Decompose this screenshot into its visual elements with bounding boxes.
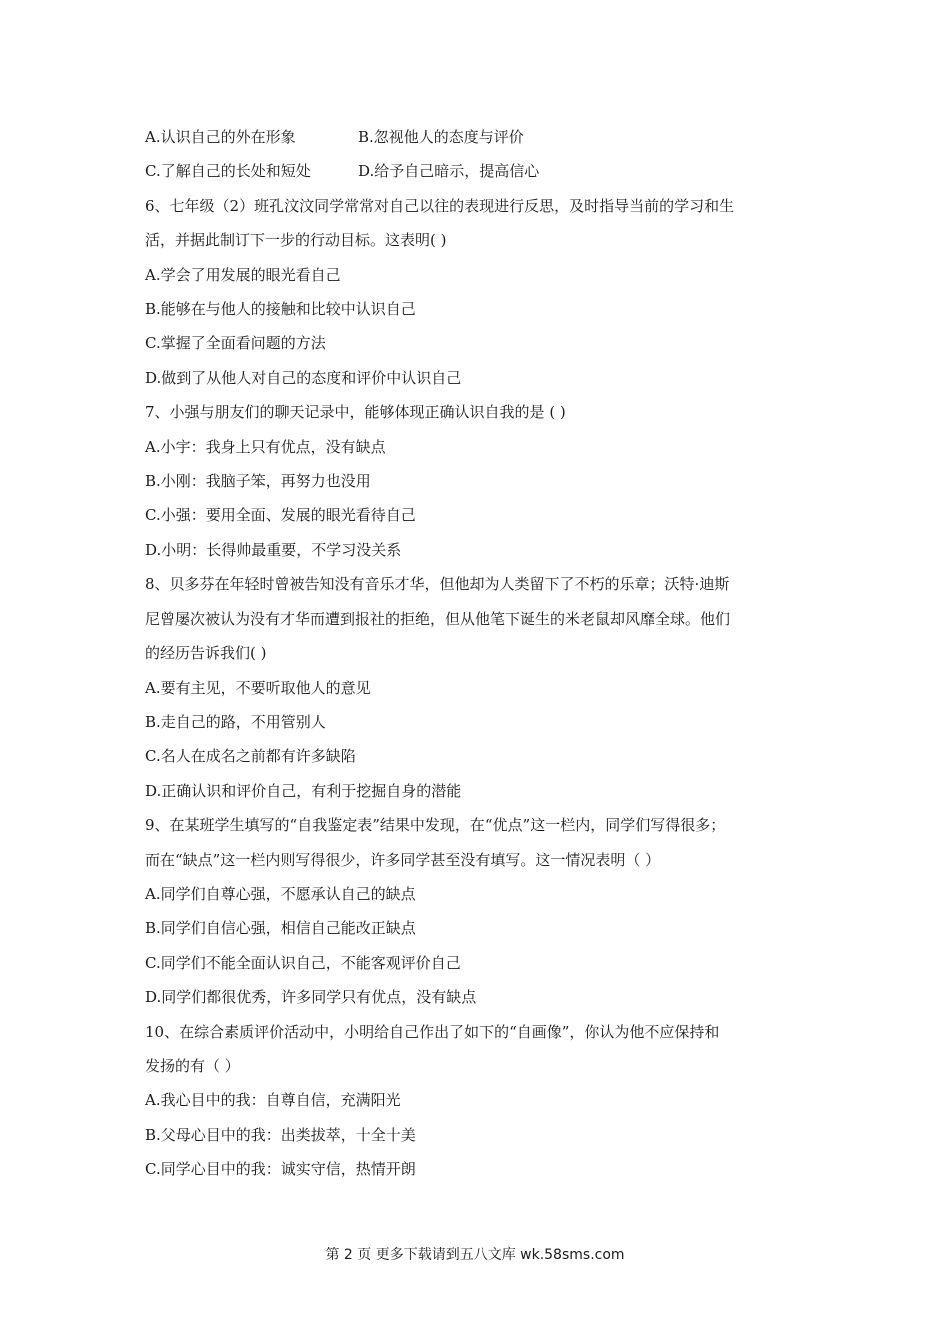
option-d: D.正确认识和评价自己，有利于挖掘自身的潜能 <box>145 781 462 800</box>
page-footer: 第 2 页 更多下载请到五八文库 wk.58sms.com <box>325 1247 625 1263</box>
option-a: A.要有主见，不要听取他人的意见 <box>145 678 371 697</box>
option-d: D.给予自己暗示，提高信心 <box>358 162 540 181</box>
option-b: B.小刚：我脑子笨，再努力也没用 <box>145 472 371 491</box>
option-row <box>145 154 825 188</box>
question-6 <box>145 189 825 395</box>
option-a: A.学会了用发展的眼光看自己 <box>145 265 341 284</box>
question-9 <box>145 808 825 1014</box>
question-10 <box>145 1015 825 1187</box>
option-c: C.同学们不能全面认识自己，不能客观评价自己 <box>145 953 461 972</box>
option-c: C.小强：要用全面、发展的眼光看待自己 <box>145 506 416 525</box>
option-c: C.同学心目中的我：诚实守信，热情开朗 <box>145 1160 416 1179</box>
question-7 <box>145 395 825 567</box>
option-a: A.小宇：我身上只有优点，没有缺点 <box>145 437 386 456</box>
option-b: B.同学们自信心强，相信自己能改正缺点 <box>145 919 416 938</box>
question-5-options <box>145 120 825 189</box>
option-a: A.同学们自尊心强，不愿承认自己的缺点 <box>145 884 416 903</box>
question-stem-continued: 发扬的有（ ） <box>145 1056 240 1075</box>
question-stem: 8、贝多芬在年轻时曾被告知没有音乐才华，但他却为人类留下了不朽的乐章；沃特·迪斯 <box>145 575 730 594</box>
option-b: B.走自己的路，不用管别人 <box>145 712 326 731</box>
option-c: C.掌握了全面看问题的方法 <box>145 334 326 353</box>
question-8 <box>145 567 825 808</box>
question-stem-continued: 而在“缺点”这一栏内则写得很少，许多同学甚至没有填写。这一情况表明（ ） <box>145 850 661 869</box>
question-stem-continued: 活，并据此制订下一步的行动目标。这表明( ) <box>145 231 447 250</box>
option-d: D.同学们都很优秀，许多同学只有优点，没有缺点 <box>145 988 477 1007</box>
question-stem-continued: 尼曾屡次被认为没有才华而遭到报社的拒绝，但从他笔下诞生的米老鼠却风靡全球。他们 <box>145 609 731 628</box>
question-stem: 10、在综合素质评价活动中，小明给自己作出了如下的“自画像”，你认为他不应保持和 <box>145 1022 720 1041</box>
option-b: B.忽视他人的态度与评价 <box>358 128 524 146</box>
question-stem-continued: 的经历告诉我们( ) <box>145 644 267 663</box>
option-a: A.我心目中的我：自尊自信，充满阳光 <box>145 1091 401 1110</box>
option-c: C.了解自己的长处和短处 <box>145 162 311 181</box>
question-stem: 9、在某班学生填写的“自我鉴定表”结果中发现，在“优点”这一栏内，同学们写得很多； <box>145 816 726 835</box>
option-d: D.做到了从他人对自己的态度和评价中认识自己 <box>145 368 462 387</box>
option-b: B.父母心目中的我：出类拔萃，十全十美 <box>145 1125 416 1144</box>
question-stem: 6、七年级（2）班孔汶汶同学常常对自己以往的表现进行反思，及时指导当前的学习和生 <box>145 196 735 215</box>
question-stem: 7、小强与朋友们的聊天记录中，能够体现正确认识自我的是 ( ) <box>145 403 566 422</box>
option-a: A.认识自己的外在形象 <box>145 128 296 146</box>
page-content <box>145 120 825 1187</box>
option-d: D.小明：长得帅最重要，不学习没关系 <box>145 540 402 559</box>
option-b: B.能够在与他人的接触和比较中认识自己 <box>145 300 416 319</box>
option-row <box>145 120 825 154</box>
option-c: C.名人在成名之前都有许多缺陷 <box>145 747 356 766</box>
